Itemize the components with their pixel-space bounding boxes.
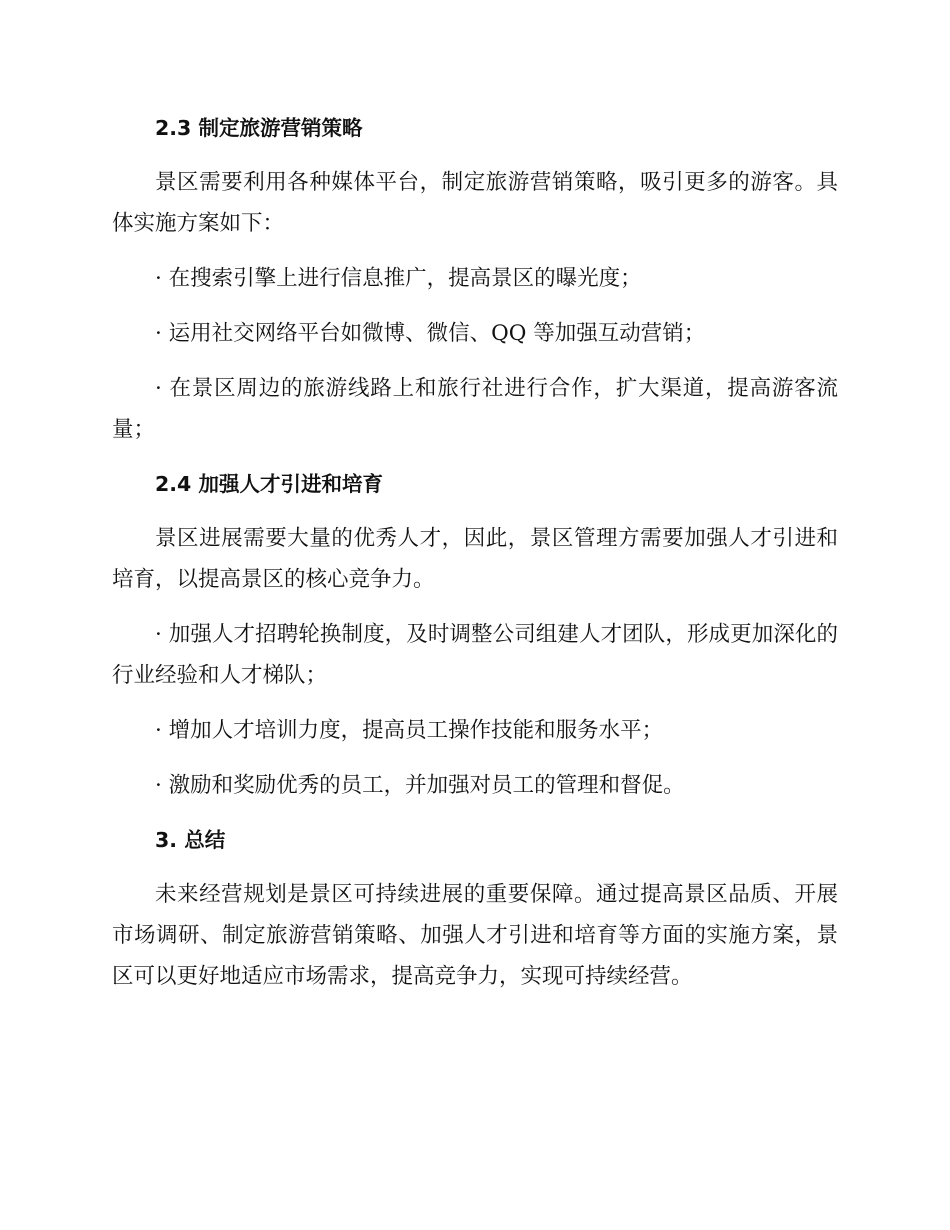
bullet-item: · 激励和奖励优秀的员工，并加强对员工的管理和督促。 <box>155 773 685 798</box>
section-intro-marketing: 景区需要利用各种媒体平台，制定旅游营销策略，吸引更多的游客。具体实施方案如下： <box>112 170 838 236</box>
document-body <box>112 108 838 1011</box>
bullet-item: · 在搜索引擎上进行信息推广，提高景区的曝光度； <box>155 266 642 291</box>
bullet-item: · 运用社交网络平台如微博、微信、QQ 等加强互动营销； <box>155 321 706 346</box>
bullet-item: · 加强人才招聘轮换制度，及时调整公司组建人才团队，形成更加深化的行业经验和人才梯队； <box>112 622 838 688</box>
bullet-item: · 在景区周边的旅游线路上和旅行社进行合作，扩大渠道，提高游客流量； <box>112 376 838 442</box>
bullet-item: · 增加人才培训力度，提高员工操作技能和服务水平； <box>155 718 664 743</box>
section-intro-talent: 景区进展需要大量的优秀人才，因此，景区管理方需要加强人才引进和培育，以提高景区的核心竞争力。 <box>112 526 838 592</box>
section-heading-talent: 2.4 加强人才引进和培育 <box>155 472 383 496</box>
section-intro-summary: 未来经营规划是景区可持续进展的重要保障。通过提高景区品质、开展市场调研、制定旅游营销策略、加强人才引进和培育等方面的实施方案，景区可以更好地适应市场需求，提高竞争力，实现可持续经营。 <box>112 882 838 989</box>
section-heading-marketing: 2.3 制定旅游营销策略 <box>155 116 363 140</box>
section-heading-summary: 3. 总结 <box>155 828 226 852</box>
